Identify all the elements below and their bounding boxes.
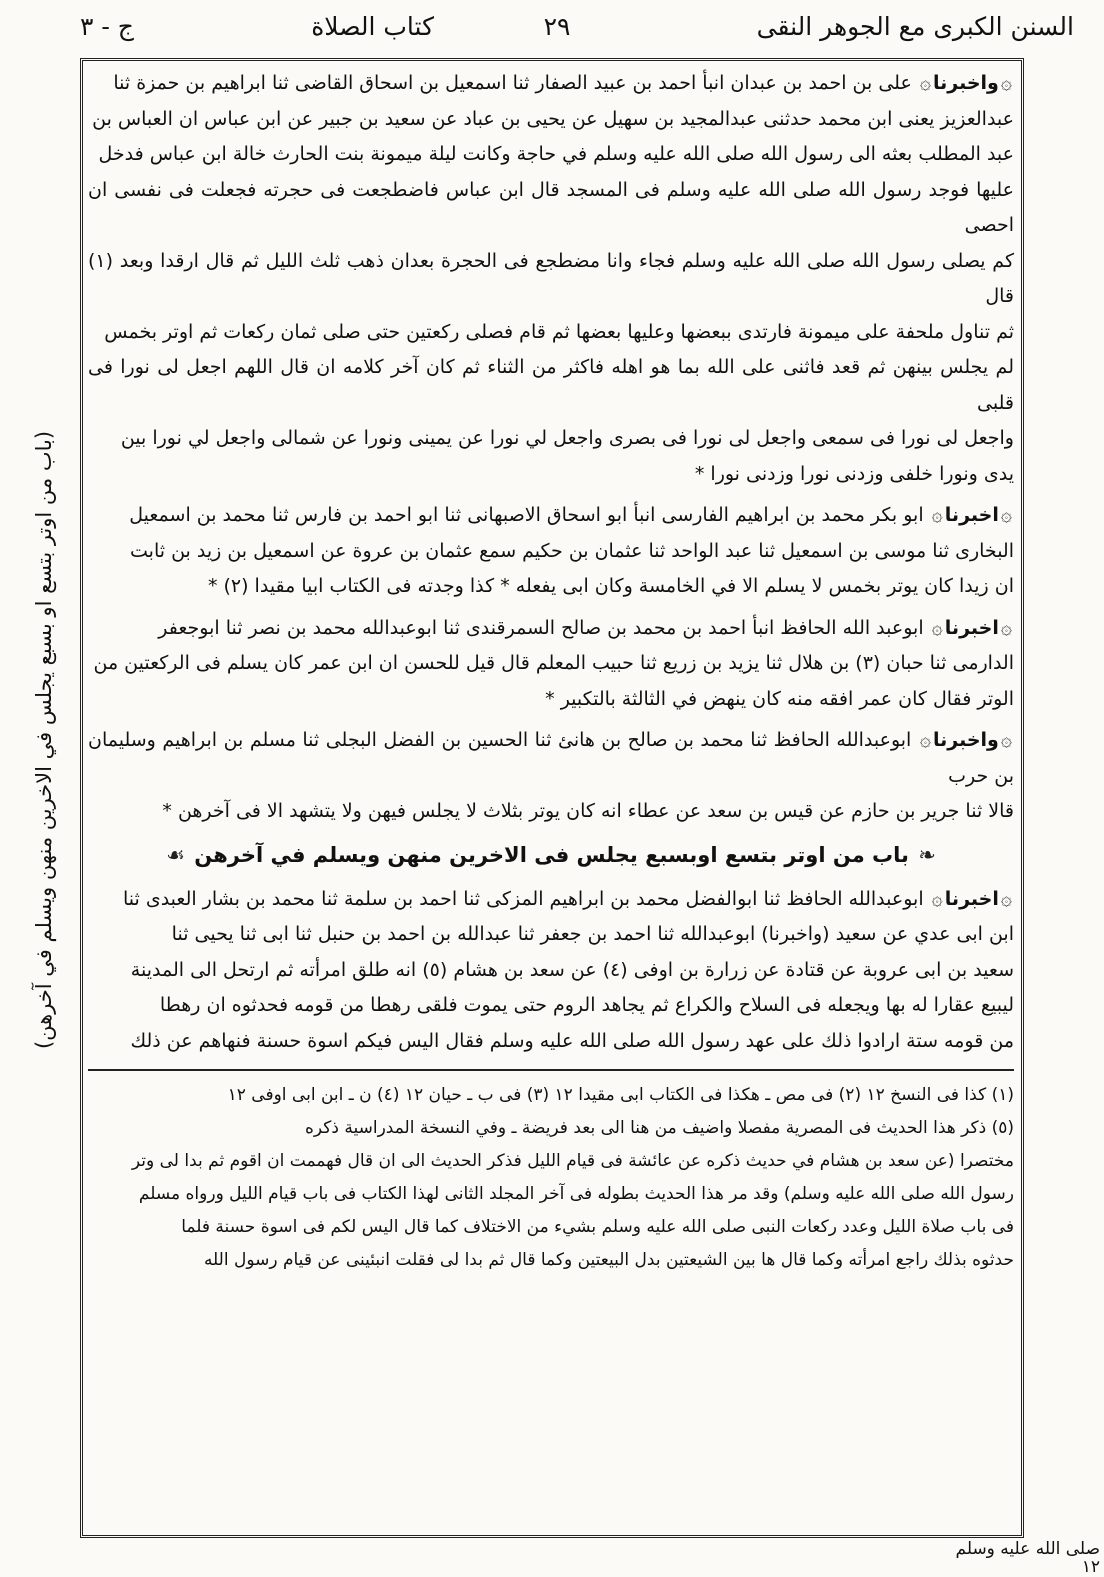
ornament-icon: ☙ (166, 842, 185, 867)
chapter-heading: كتاب الصلاة (311, 12, 434, 41)
text-line: ابوعبدالله الحافظ ثنا ابوالفضل محمد بن ابراهيم المزكى ثنا احمد بن سلمة ثنا محمد بن بشار العبدى ثنا (122, 887, 924, 910)
volume-label: ج - ٣ (80, 12, 134, 41)
ornament-icon: ۞ (1000, 504, 1012, 526)
ornament-icon: ❧ (918, 842, 936, 867)
paragraph-line (88, 498, 1014, 534)
paragraph-4 (88, 723, 1014, 830)
text-line: قالا ثنا جرير بن حازم عن قيس بن سعد عن عطاء انه كان يوتر بثلاث لا يجلس فيهن ولا يتشهد الا فى آخرهن * (162, 800, 1014, 822)
text-line: يدى ونورا خلفى وزدنى نورا وزدنى نورا * (694, 462, 1014, 485)
text-line: ابن ابى عدي عن سعيد (واخبرنا) ابوعبدالله ثنا احمد بن جعفر ثنا عبدالله بن احمد بن حنبل ثنا ابى ثنا يحيى ثنا (171, 923, 1014, 945)
footnote-line: (٥) ذكر هذا الحديث فى المصرية مفصلا واضيف من هنا الى بعد فريضة ـ وفي النسخة المدراسية ذكره (305, 1118, 1014, 1138)
ornament-icon: ۞ (931, 616, 943, 639)
text-line: البخارى ثنا موسى بن اسمعيل ثنا عبد الواحد ثنا عثمان بن حكيم سمع عثمان بن عروة عن اسمعيل بن زيد بن ثابت (130, 539, 1014, 562)
footnote-line: فى باب صلاة الليل وعدد ركعات النبى صلى الله عليه وسلم بشيء من الاختلاف كما قال اليس لكم فى اسوة حسنة فلما (181, 1217, 1014, 1237)
paragraph-lead: اخبرنا (944, 616, 999, 639)
paragraph-1 (88, 66, 1014, 492)
ornament-icon: ۞ (1000, 72, 1012, 94)
text-line: الدارمى ثنا حبان (٣) بن هلال ثنا يزيد بن زريع ثنا حبيب المعلم قال قيل للحسن ان ابن عمر كان يسلم فى الركعتين من (93, 652, 1014, 674)
text-line: كم يصلى رسول الله صلى الله عليه وسلم فجاء وانا مضطجع فى الحجرة بعدان ذهب ثلث الليل ثم قال ارقدا وبعد (١) قال (88, 249, 1014, 307)
paragraph-3 (88, 611, 1014, 718)
text-line: ابوعبدالله الحافظ ثنا محمد بن صالح بن هانئ ثنا الحسين بن الفضل البجلى ثنا مسلم بن ابراهيم وسليمان بن حرب (88, 729, 1014, 787)
footnote-line: (١) كذا فى النسخ ١٢ (٢) فى مص ـ هكذا فى الكتاب ابى مقيدا ١٢ (٣) فى ب ـ حيان ١٢ (٤) ن ـ ابن ابى اوفى ١٢ (227, 1085, 1014, 1105)
text-line: على بن احمد بن عبدان انبأ احمد بن عبيد الصفار ثنا اسمعيل بن اسحاق القاضى ثنا ابراهيم بن حمزة ثنا (113, 72, 912, 94)
text-line: من قومه ستة ارادوا ذلك على عهد رسول الله صلى الله عليه وسلم فقال اليس فيكم اسوة حسنة فنهاهم عن ذلك (130, 1029, 1014, 1052)
text-line: الوتر فقال كان عمر افقه منه كان ينهض في الثالثة بالتكبير * (545, 687, 1014, 710)
paragraph-lead: اخبرنا (944, 887, 999, 910)
ornament-icon: ۞ (1000, 616, 1012, 639)
paragraph-lead: اخبرنا (944, 504, 999, 526)
text-line: عبد المطلب بعثه الى رسول الله صلى الله عليه وسلم في حاجة وكانت ليلة ميمونة بنت الحارث خالة ابن عباس فدخل (98, 143, 1014, 165)
text-line: واجعل لى نورا فى سمعى واجعل لى نورا فى بصرى واجعل لي نورا عن يمينى ونورا عن شمالى واجعل لي نورا بين (120, 427, 1014, 449)
book-title: السنن الكبرى مع الجوهر النقى (756, 12, 1074, 41)
paragraph-lead: واخبرنا (933, 729, 999, 751)
text-line: ليبيع عقارا له بها ويجعله فى السلاح والكراع ثم يجاهد الروم حتى يموت فلقى رهطا من قومه فحدثوه ان رهطا (159, 994, 1014, 1016)
paragraph-line (88, 611, 1014, 647)
footnote-line: رسول الله صلى الله عليه وسلم) وقد مر هذا الحديث بطوله فى آخر المجلد الثانى لهذا الكتاب فى باب قيام الليل ورواه مسلم (138, 1184, 1014, 1204)
paragraph-lead: واخبرنا (932, 72, 999, 94)
paragraph-line (88, 723, 1014, 794)
ornament-icon: ۞ (919, 729, 931, 751)
ornament-icon: ۞ (919, 72, 931, 94)
text-line: ابو بكر محمد بن ابراهيم الفارسى انبأ ابو اسحاق الاصبهانى ثنا ابو احمد بن فارس ثنا محمد بن اسمعيل (129, 504, 924, 526)
chapter-title-text: باب من اوتر بتسع اوبسبع يجلس فى الاخرين منهن ويسلم في آخرهن (194, 842, 909, 867)
text-line: لم يجلس بينهن ثم قعد فاثنى على الله بما هو اهله فاكثر من الثناء ثم كان آخر كلامه ان قال اللهم اجعل لى نورا فى قلبى (88, 356, 1014, 414)
text-line: عبدالعزيز يعنى ابن محمد حدثنى عبدالمجيد بن سهيل عن يحيى بن عباد عن سعيد بن جبير عن ابن عباس ان العباس بن (92, 107, 1014, 130)
text-line: عليها فوجد رسول الله صلى الله عليه وسلم فى المسجد قال ابن عباس فاضطجعت فى حجرته فجعلت فى نفسى ان احصى (88, 178, 1014, 236)
paragraph-line (88, 882, 1014, 918)
ornament-icon: ۞ (1000, 729, 1013, 751)
footnotes (88, 1079, 1014, 1277)
chapter-title (88, 838, 1014, 872)
page-header (40, 10, 1074, 46)
margin-note (14, 360, 74, 1120)
text-line: سعيد بن ابى عروبة عن قتادة عن زرارة بن اوفى (٤) عن سعد بن هشام (٥) انه طلق امرأته ثم ارتحل الى المدينة (130, 958, 1014, 981)
paragraph-2 (88, 498, 1014, 605)
paragraph-line (88, 66, 1014, 102)
paragraph-5 (88, 882, 1014, 1060)
continuation-note: صلى الله عليه وسلم ١٢ (955, 1539, 1100, 1577)
text-line: ابوعبد الله الحافظ انبأ احمد بن محمد بن صالح السمرقندى ثنا ابوعبدالله محمد بن نصر ثنا ابوجعفر (158, 616, 924, 639)
main-text (88, 66, 1014, 1277)
ornament-icon: ۞ (931, 504, 943, 526)
footnote-line: مختصرا (عن سعد بن هشام في حديث ذكره عن عائشة فى قيام الليل فذكر الحديث الى ان قال فهممت ان اقوم ثم بدا لى وتر (131, 1151, 1014, 1171)
ornament-icon: ۞ (1000, 887, 1012, 910)
margin-note-text: (باب من اوتر بتسع او بسبع يجلس في الاخرين منهن ويسلم في آخرهن) (32, 430, 56, 1050)
text-line: ان زيدا كان يوتر بخمس لا يسلم الا في الخامسة وكان ابى يفعله * كذا وجدته فى الكتاب ابيا مقيدا (٢) * (207, 575, 1014, 597)
footnote-divider (88, 1069, 1014, 1071)
footnote-line: حدثوه بذلك راجع امرأته وكما قال ها بين الشيعتين بدل البيعتين وكما قال ثم بدا لى فقلت انبئينى عن قيام رسول الله (203, 1250, 1014, 1270)
text-line: ثم تناول ملحفة على ميمونة فارتدى ببعضها وعليها بعضها ثم قام فصلى ركعتين حتى صلى ثمان ركعات ثم اوتر بخمس (104, 320, 1014, 343)
page-number: ٢٩ (543, 12, 571, 41)
ornament-icon: ۞ (931, 887, 943, 910)
